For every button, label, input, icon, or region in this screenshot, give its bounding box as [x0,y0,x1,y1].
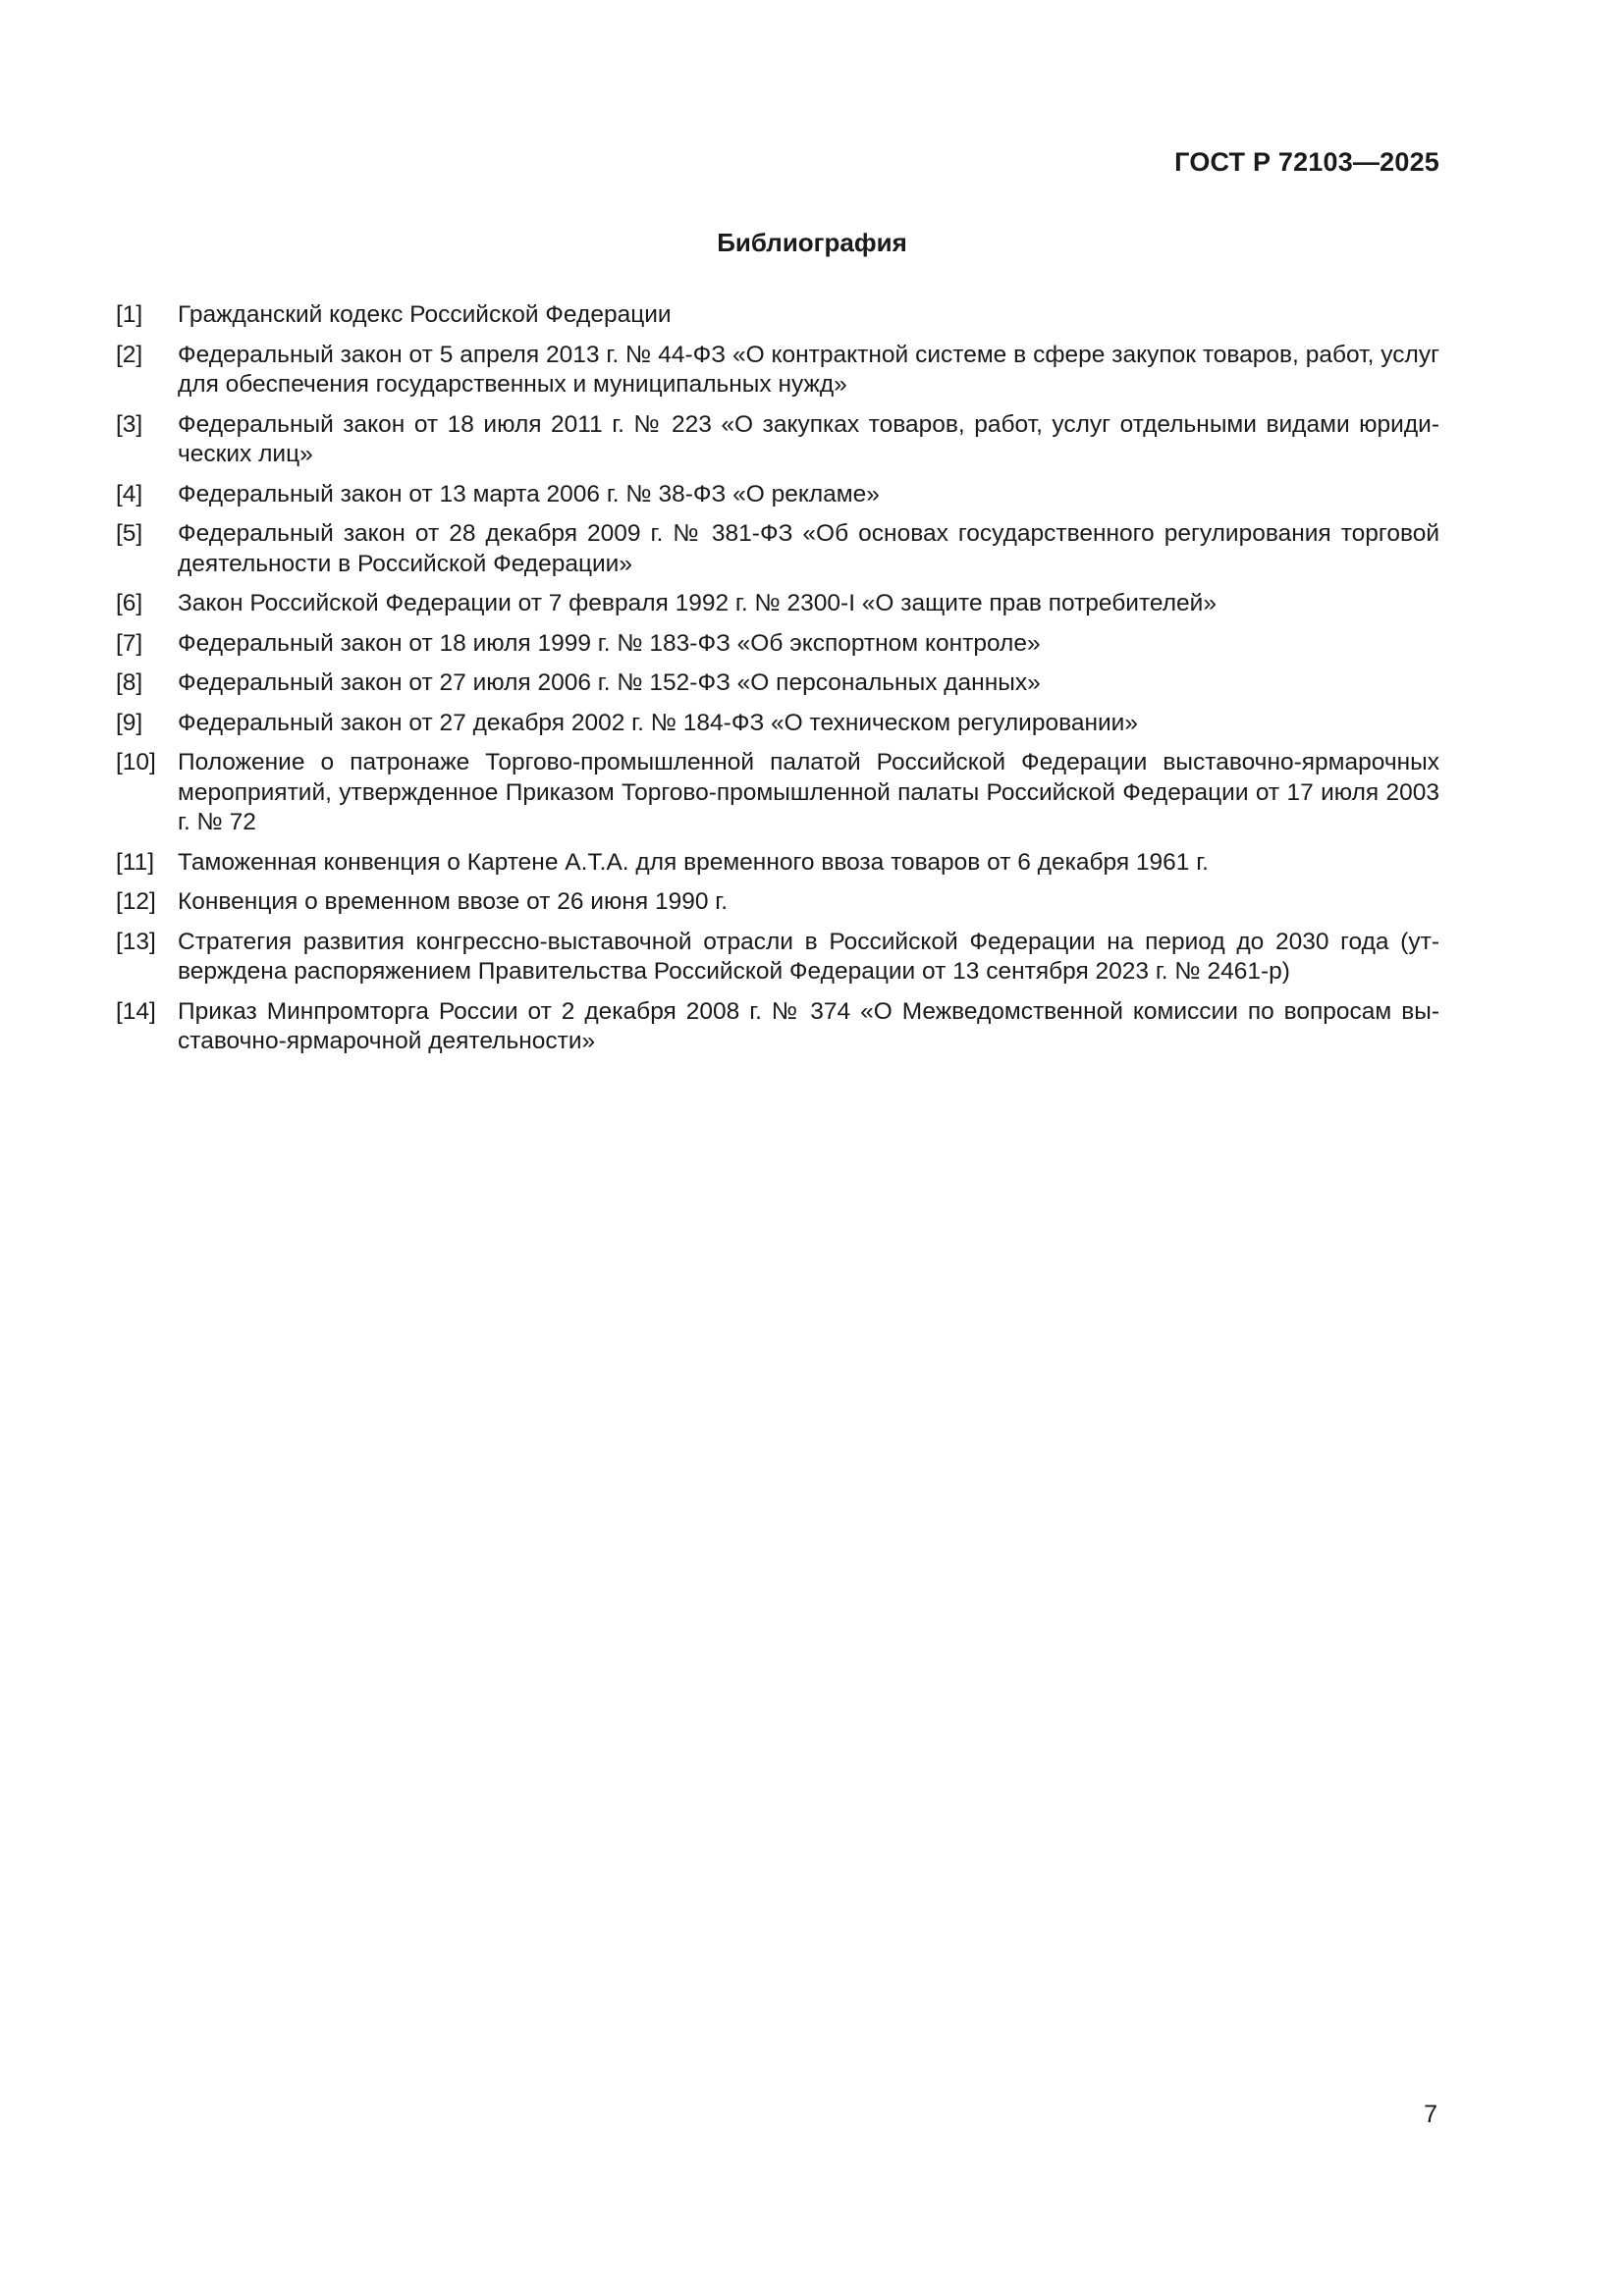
bibliography-item-number: [12] [116,888,156,915]
bibliography-item-text: Закон Российской Федерации от 7 февраля 1992 г. № 2300-I «О защите прав потребителей» [178,590,1217,616]
bibliography-item-text: Федеральный закон от 18 июля 1999 г. № 183-ФЗ «Об экспортном контроле» [178,629,1041,657]
bibliography-item-number: [2] [116,341,143,368]
section-title: Библиография [717,228,907,257]
bibliography-item-text: Приказ Минпромторга России от 2 декабря 2008 г. № 374 «О Межведомственной комиссии по вопросам выставочно-ярмарочной деятельности» [178,997,1439,1054]
bibliography-item-number: [3] [116,410,143,438]
bibliography-item-number: [13] [116,928,156,955]
bibliography-item [116,629,1439,660]
bibliography-item [116,300,1439,331]
bibliography-item-number: [14] [116,997,156,1025]
page-number: 7 [1424,2101,1437,2128]
bibliography-item-text: Федеральный закон от 13 марта 2006 г. № 38-ФЗ «О рекламе» [178,480,880,507]
bibliography-item-number: [9] [116,709,143,736]
bibliography-item [116,887,1439,918]
bibliography-item-text: Федеральный закон от 27 декабря 2002 г. № 184-ФЗ «О техническом регулировании» [178,709,1138,736]
bibliography-item-text: Федеральный закон от 5 апреля 2013 г. № 44-ФЗ «О контрактной системе в сфере закупок товаров, работ, услуг для обеспечения государственных и муниципальных нужд» [178,341,1439,398]
bibliography-item-text: Федеральный закон от 27 июля 2006 г. № 152-ФЗ «О персональных данных» [178,669,1041,696]
document-code: ГОСТ Р 72103—2025 [1174,147,1439,177]
bibliography-item-text: Таможенная конвенция о Картене А.Т.А. для временного ввоза товаров от 6 декабря 1961 г. [178,848,1209,876]
bibliography-list [116,300,1439,1067]
bibliography-item-number: [4] [116,480,143,507]
bibliography-item-number: [7] [116,629,143,657]
bibliography-item-number: [5] [116,520,143,547]
bibliography-item [116,709,1439,739]
bibliography-item-text: Положение о патронаже Торгово-промышленной палатой Российской Федерации выставочно-ярмарочных мероприятий, утвержденное Приказом Торгово-промышленной палаты Российской Федерации от 17 июля 2003 г. № 72 [178,749,1439,835]
bibliography-item [116,341,1439,400]
bibliography-item-text: Конвенция о временном ввозе от 26 июня 1990 г. [178,888,729,915]
bibliography-item-text: Федеральный закон от 28 декабря 2009 г. № 381-ФЗ «Об основах государственного регулирования торговой деятельности в Российской Федерации» [178,520,1439,577]
bibliography-item [116,748,1439,838]
bibliography-item [116,928,1439,988]
bibliography-item-number: [10] [116,749,156,775]
bibliography-item-number: [8] [116,669,143,696]
bibliography-item [116,589,1439,619]
bibliography-item-number: [6] [116,590,143,616]
bibliography-item-text: Гражданский кодекс Российской Федерации [178,301,672,328]
bibliography-item-number: [1] [116,301,143,328]
bibliography-item [116,668,1439,699]
bibliography-item [116,480,1439,510]
bibliography-item [116,410,1439,470]
bibliography-item [116,519,1439,579]
bibliography-item-text: Федеральный закон от 18 июля 2011 г. № 223 «О закупках товаров, работ, услуг отдельными видами юридических лиц» [178,410,1439,467]
bibliography-item [116,997,1439,1057]
bibliography-item-number: [11] [116,848,155,876]
bibliography-item [116,848,1439,879]
bibliography-item-text: Стратегия развития конгрессно-выставочной отрасли в Российской Федерации на период до 2030 года (утверждена распоряжением Правительства Российской Федерации от 13 сентября 2023 г. № 2461-р) [178,928,1439,985]
